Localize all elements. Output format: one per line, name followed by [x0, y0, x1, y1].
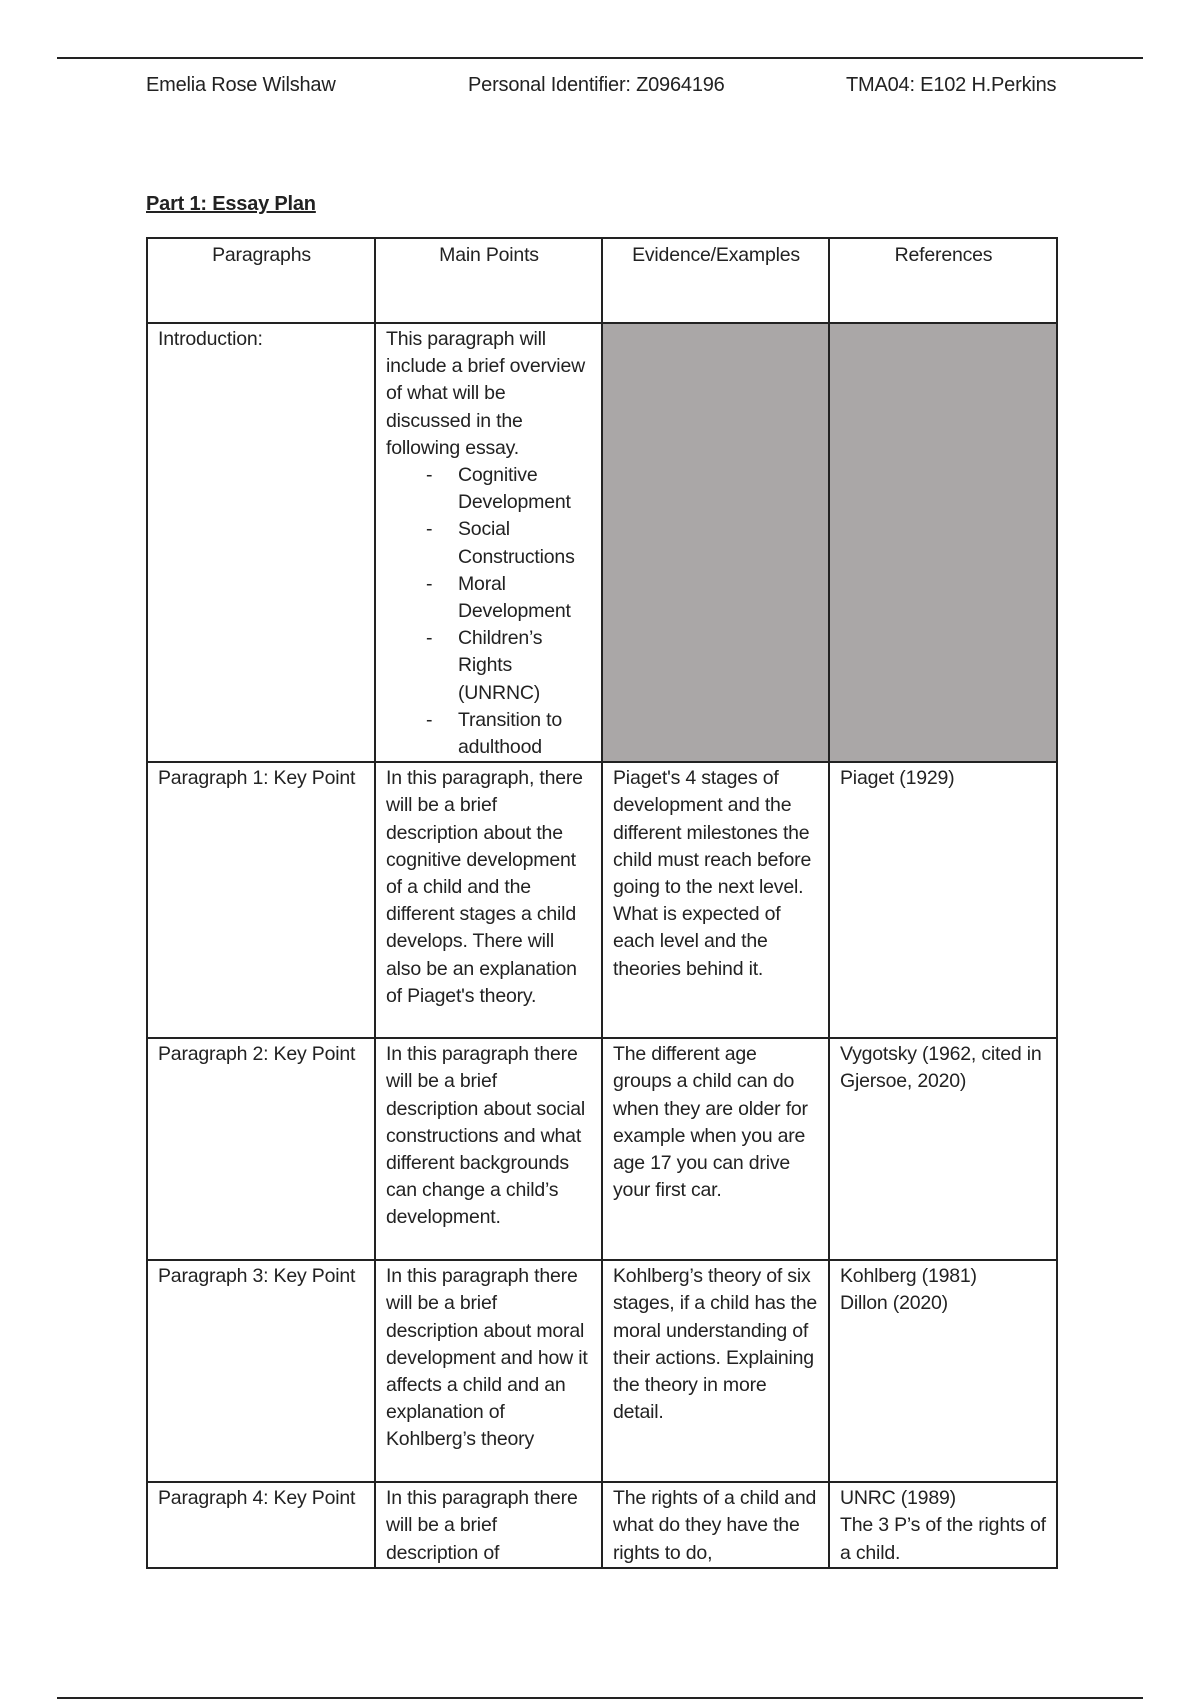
reference-entry: Kohlberg (1981) — [840, 1265, 977, 1288]
cell-main-points — [375, 323, 602, 762]
bullet-dash: - — [426, 518, 433, 541]
cell-main-points: In this paragraph there will be a brief description about social constructions and what different backgrounds can change a child’s development. — [375, 1038, 602, 1260]
cell-paragraph-label: Paragraph 4: Key Point — [147, 1482, 375, 1568]
bullet-dash: - — [426, 464, 433, 487]
cell-references — [829, 1038, 1057, 1260]
column-header-main-points: Main Points — [375, 238, 602, 323]
cell-evidence: The different age groups a child can do when they are older for example when you are age 17 you can drive your first car. — [602, 1038, 829, 1260]
column-header-paragraphs: Paragraphs — [147, 238, 375, 323]
column-header-evidence: Evidence/Examples — [602, 238, 829, 323]
cell-references — [829, 1260, 1057, 1482]
header-rule — [57, 57, 1143, 59]
cell-references — [829, 1482, 1057, 1568]
cell-paragraph-label: Introduction: — [147, 323, 375, 762]
cell-paragraph-label: Paragraph 2: Key Point — [147, 1038, 375, 1260]
table-row — [147, 1038, 1057, 1260]
list-item — [426, 571, 592, 625]
author-name: Emelia Rose Wilshaw — [146, 74, 336, 96]
list-item — [426, 625, 592, 707]
section-title: Part 1: Essay Plan — [146, 193, 316, 215]
topic-text: Moral Development — [458, 572, 571, 623]
essay-plan-table — [146, 237, 1058, 1569]
cell-evidence: Piaget's 4 stages of development and the different milestones the child must reach before going to the next level. What is expected of each level and the theories behind it. — [602, 762, 829, 1038]
topic-text: Social Constructions — [458, 518, 575, 568]
intro-main-text: This paragraph will include a brief overview of what will be discussed in the following essay. — [386, 328, 585, 459]
list-item — [426, 516, 592, 570]
topic-text: Cognitive Development — [458, 464, 571, 514]
cell-main-points: In this paragraph there will be a brief description about moral development and how it affects a child and an explanation of Kohlberg’s theory — [375, 1260, 602, 1482]
reference-entry: UNRC (1989) — [840, 1487, 956, 1510]
cell-references — [829, 762, 1057, 1038]
cell-evidence-shaded — [602, 323, 829, 762]
reference-entry: Vygotsky (1962, cited in Gjersoe, 2020) — [840, 1043, 1042, 1093]
cell-paragraph-label: Paragraph 1: Key Point — [147, 762, 375, 1038]
reference-entry: Dillon (2020) — [840, 1292, 948, 1315]
reference-entry: Piaget (1929) — [840, 767, 955, 790]
column-header-references: References — [829, 238, 1057, 323]
topic-list — [386, 462, 592, 761]
cell-main-points: In this paragraph there will be a brief description of — [375, 1482, 602, 1568]
bullet-dash: - — [426, 627, 433, 650]
cell-paragraph-label: Paragraph 3: Key Point — [147, 1260, 375, 1482]
table-header-row — [147, 238, 1057, 323]
cell-main-points: In this paragraph, there will be a brief description about the cognitive development of a child and the different stages a child develops. There will also be an explanation of Piaget's theory. — [375, 762, 602, 1038]
module-code: TMA04: E102 H.Perkins — [846, 74, 1057, 96]
cell-evidence: Kohlberg’s theory of six stages, if a child has the moral understanding of their actions. Explaining the theory in more detail. — [602, 1260, 829, 1482]
table-row — [147, 1260, 1057, 1482]
table-row — [147, 762, 1057, 1038]
bullet-dash: - — [426, 572, 433, 595]
reference-entry: The 3 P’s of the rights of a child. — [840, 1514, 1046, 1564]
table-row — [147, 1482, 1057, 1568]
cell-evidence: The rights of a child and what do they have the rights to do, — [602, 1482, 829, 1568]
cell-references-shaded — [829, 323, 1057, 762]
topic-text: Children’s Rights (UNRNC) — [458, 627, 543, 704]
personal-identifier: Personal Identifier: Z0964196 — [468, 74, 725, 96]
footer-rule — [57, 1697, 1143, 1699]
table-row-introduction — [147, 323, 1057, 762]
bullet-dash: - — [426, 708, 433, 731]
topic-text: Transition to adulthood — [458, 708, 562, 759]
list-item — [426, 462, 592, 516]
list-item — [426, 707, 592, 761]
